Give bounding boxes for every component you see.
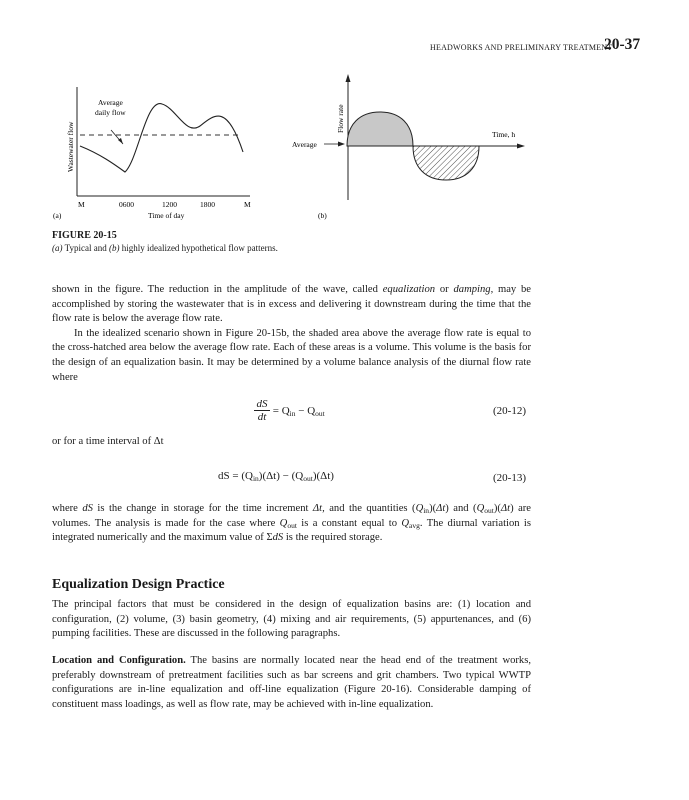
equation-number-20-12: (20-12) — [493, 405, 526, 417]
paragraph-4: The principal factors that must be considered in the design of equalization basins are: (1) location and configuration, (2) volume, (3) basin geometry, (4) mixing and air requirements, (5) appurtenances, and (6) pumping facilities. These are discussed in the following paragraphs. — [52, 599, 531, 640]
panel-b-y-label: Flow rate — [336, 104, 345, 133]
body-text-block-3 — [52, 598, 531, 642]
panel-a-tick-label: 1800 — [200, 200, 215, 209]
body-text-block-4 — [52, 654, 531, 712]
runin-heading: Location and Configuration. — [52, 655, 186, 666]
figure-caption: (a) Typical and (b) highly idealized hypothetical flow patterns. — [52, 243, 278, 253]
running-header: HEADWORKS AND PRELIMINARY TREATMENT — [430, 43, 613, 52]
body-text-block-2 — [52, 502, 531, 546]
panel-b-y-arrowhead — [346, 74, 351, 82]
figure-title: FIGURE 20-15 — [52, 230, 117, 241]
panel-a-x-label: Time of day — [148, 211, 185, 220]
equation-number-20-13: (20-13) — [493, 472, 526, 484]
equation-20-13: dS = $(Q_{in})(\Delta t) - (Q_{out})(\Delta t)$ — [218, 470, 334, 483]
paragraph-1: shown in the figure. The reduction in the amplitude of the wave, called equalization or damping, may be accomplished by storing the wastewater that is in excess and delivering it downstream during the time that the flow rate is below the average flow rate. — [52, 284, 531, 325]
eq-numerator: dS — [256, 398, 268, 410]
panel-a-annotation-line1: Average — [98, 98, 123, 107]
panel-a-tick-label: M — [244, 200, 251, 209]
eq-denominator: dt — [257, 411, 267, 423]
figure-20-15 — [0, 0, 689, 230]
equation-20-12: $\frac{dS}{dt}$ = $Q_{in} - Q_{out}$ — [254, 398, 325, 423]
panel-a-y-label: Wastewater flow — [66, 121, 75, 172]
panel-b-x-label: Time, h — [492, 130, 516, 139]
panel-b-x-arrowhead — [517, 144, 525, 149]
section-heading: Equalization Design Practice — [52, 577, 225, 592]
paragraph-3: where dS is the change in storage for the time increment Δt, and the quantities $(Q_{in})(\Delta t)$ and $(Q_{out})(\Delta t)$ are volumes. The analysis is made for the case where $Q_{out}$ is a constant equal to $Q_{avg}$. The diurnal variation is integrated numerically and the maximum value of ΣdS is the required storage. — [52, 503, 532, 544]
panel-a-tick-label: 1200 — [162, 200, 177, 209]
panel-b-average-label: Average — [292, 140, 317, 149]
interval-text: or for a time interval of Δt — [52, 436, 164, 447]
panel-a-tick-label: 0600 — [119, 200, 134, 209]
page-number: 20-37 — [604, 36, 641, 53]
body-text-block-1 — [52, 283, 531, 385]
panel-a-tick-label: M — [78, 200, 85, 209]
panel-b-shaded-area — [347, 112, 413, 146]
paragraph-5: Location and Configuration. The basins are normally located near the head end of the treatment works, preferably downstream of pretreatment facilities such as bar screens and grit chambers. Two typical WWTP configurations are in-line equalization and off-line equalization (Figure 20-16). Considerable damping of constituent mass loadings, as well as flow rate, may be achieved with in-line equalization. — [52, 655, 531, 710]
panel-b-hatched-area — [413, 146, 479, 180]
panel-a-plot — [53, 87, 251, 220]
panel-b-average-arrowhead — [338, 142, 345, 147]
panel-b-label: (b) — [318, 211, 327, 220]
panel-a-label: (a) — [53, 211, 62, 220]
paragraph-2: In the idealized scenario shown in Figure 20-15b, the shaded area above the average flow rate is equal to the cross-hatched area below the average flow rate. Each of these areas is a volume. This volume is the basis for the design of an equalization basin. It may be determined by a volume balance analysis of the diurnal flow rate where — [52, 327, 531, 383]
panel-b-plot — [292, 74, 525, 220]
panel-a-annotation-line2: daily flow — [95, 108, 126, 117]
